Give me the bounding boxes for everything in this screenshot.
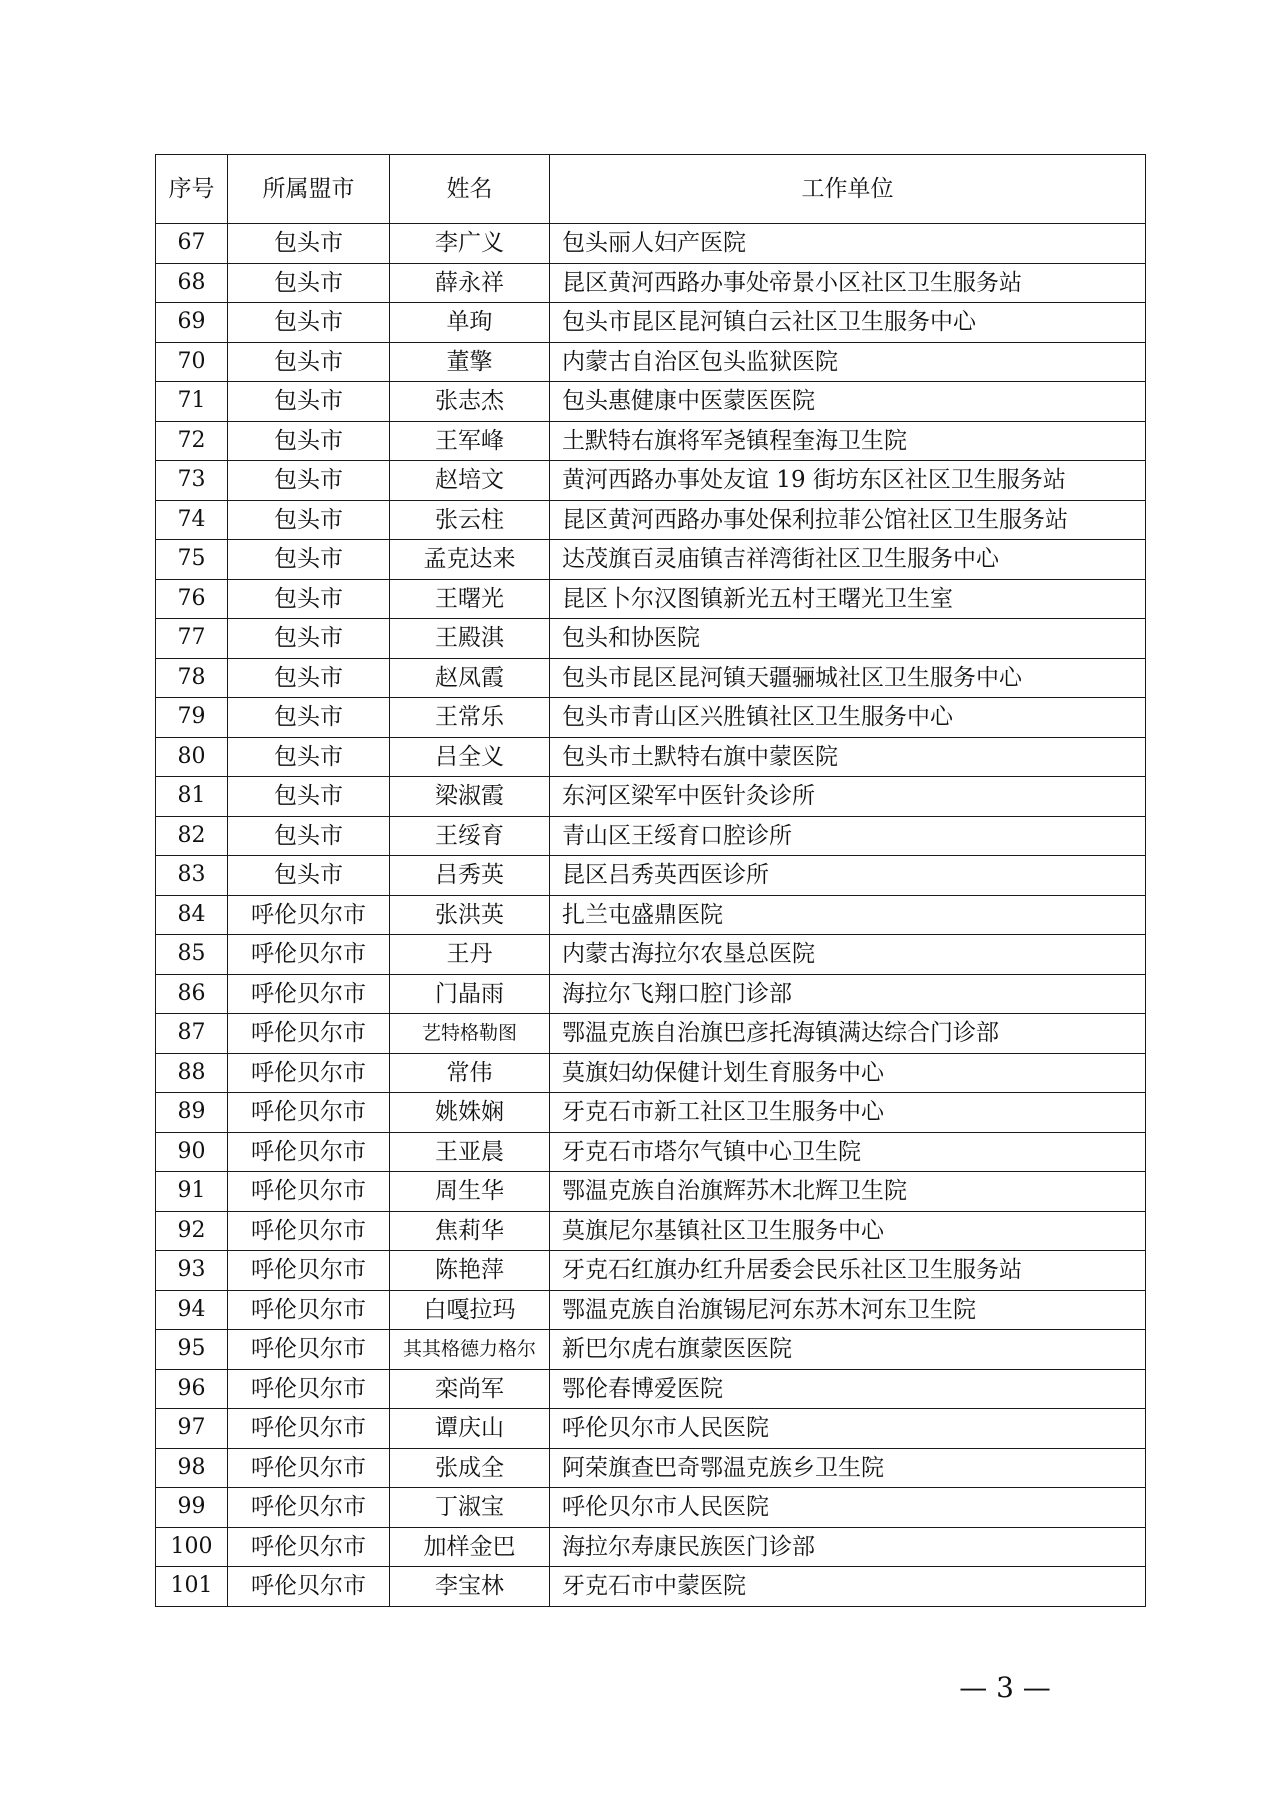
- row-name-cell: 栾尚军: [390, 1369, 550, 1409]
- table-row: [156, 382, 1146, 422]
- row-city-cell: 呼伦贝尔市: [228, 974, 390, 1014]
- row-seq-cell: 101: [156, 1567, 228, 1607]
- table-row: [156, 619, 1146, 659]
- row-name-cell: 门晶雨: [390, 974, 550, 1014]
- table-row: [156, 1369, 1146, 1409]
- row-unit-cell: 牙克石市中蒙医院: [550, 1567, 1146, 1607]
- table-row: [156, 1172, 1146, 1212]
- row-name-cell: 李宝林: [390, 1567, 550, 1607]
- row-city-cell: 呼伦贝尔市: [228, 1409, 390, 1449]
- row-seq-cell: 100: [156, 1527, 228, 1567]
- table-row: [156, 1488, 1146, 1528]
- row-unit-cell: 达茂旗百灵庙镇吉祥湾街社区卫生服务中心: [550, 540, 1146, 580]
- row-city-cell: 呼伦贝尔市: [228, 1014, 390, 1054]
- row-name-cell: 谭庆山: [390, 1409, 550, 1449]
- row-city-cell: 呼伦贝尔市: [228, 1330, 390, 1370]
- row-city-cell: 包头市: [228, 303, 390, 343]
- row-seq-cell: 84: [156, 895, 228, 935]
- row-name-cell: 艺特格勒图: [390, 1014, 550, 1054]
- header-name: 姓名: [390, 155, 550, 224]
- row-name-cell: 其其格德力格尔: [390, 1330, 550, 1370]
- row-name-cell: 丁淑宝: [390, 1488, 550, 1528]
- row-city-cell: 包头市: [228, 698, 390, 738]
- row-city-cell: 呼伦贝尔市: [228, 1211, 390, 1251]
- row-name-cell: 孟克达来: [390, 540, 550, 580]
- table-row: [156, 1132, 1146, 1172]
- row-city-cell: 包头市: [228, 421, 390, 461]
- table-row: [156, 421, 1146, 461]
- header-unit: 工作单位: [550, 155, 1146, 224]
- row-unit-cell: 昆区黄河西路办事处帝景小区社区卫生服务站: [550, 263, 1146, 303]
- row-name-cell: 张云柱: [390, 500, 550, 540]
- row-seq-cell: 92: [156, 1211, 228, 1251]
- row-unit-cell: 牙克石红旗办红升居委会民乐社区卫生服务站: [550, 1251, 1146, 1291]
- row-seq-cell: 99: [156, 1488, 228, 1528]
- table-row: [156, 895, 1146, 935]
- table-row: [156, 777, 1146, 817]
- row-name-cell: 姚姝娴: [390, 1093, 550, 1133]
- row-city-cell: 包头市: [228, 856, 390, 896]
- row-unit-cell: 牙克石市塔尔气镇中心卫生院: [550, 1132, 1146, 1172]
- row-city-cell: 呼伦贝尔市: [228, 1369, 390, 1409]
- row-seq-cell: 67: [156, 224, 228, 264]
- row-unit-cell: 黄河西路办事处友谊 19 街坊东区社区卫生服务站: [550, 461, 1146, 501]
- table-row: [156, 1014, 1146, 1054]
- row-unit-cell: 内蒙古自治区包头监狱医院: [550, 342, 1146, 382]
- row-seq-cell: 68: [156, 263, 228, 303]
- row-name-cell: 赵凤霞: [390, 658, 550, 698]
- row-seq-cell: 80: [156, 737, 228, 777]
- table-row: [156, 1567, 1146, 1607]
- row-city-cell: 呼伦贝尔市: [228, 935, 390, 975]
- row-seq-cell: 75: [156, 540, 228, 580]
- row-name-cell: 常伟: [390, 1053, 550, 1093]
- table-row: [156, 342, 1146, 382]
- header-city: 所属盟市: [228, 155, 390, 224]
- table-row: [156, 737, 1146, 777]
- row-name-cell: 王曙光: [390, 579, 550, 619]
- row-city-cell: 呼伦贝尔市: [228, 1251, 390, 1291]
- row-seq-cell: 81: [156, 777, 228, 817]
- row-seq-cell: 91: [156, 1172, 228, 1212]
- table-row: [156, 1448, 1146, 1488]
- row-unit-cell: 牙克石市新工社区卫生服务中心: [550, 1093, 1146, 1133]
- row-city-cell: 呼伦贝尔市: [228, 1488, 390, 1528]
- row-city-cell: 包头市: [228, 500, 390, 540]
- row-seq-cell: 87: [156, 1014, 228, 1054]
- row-city-cell: 包头市: [228, 737, 390, 777]
- row-seq-cell: 71: [156, 382, 228, 422]
- row-unit-cell: 昆区黄河西路办事处保利拉菲公馆社区卫生服务站: [550, 500, 1146, 540]
- row-name-cell: 赵培文: [390, 461, 550, 501]
- row-name-cell: 梁淑霞: [390, 777, 550, 817]
- row-unit-cell: 鄂伦春博爱医院: [550, 1369, 1146, 1409]
- row-city-cell: 包头市: [228, 816, 390, 856]
- row-name-cell: 白嘎拉玛: [390, 1290, 550, 1330]
- row-unit-cell: 包头市青山区兴胜镇社区卫生服务中心: [550, 698, 1146, 738]
- row-unit-cell: 呼伦贝尔市人民医院: [550, 1409, 1146, 1449]
- row-unit-cell: 昆区吕秀英西医诊所: [550, 856, 1146, 896]
- row-name-cell: 张志杰: [390, 382, 550, 422]
- row-city-cell: 包头市: [228, 342, 390, 382]
- row-seq-cell: 72: [156, 421, 228, 461]
- row-name-cell: 吕秀英: [390, 856, 550, 896]
- row-seq-cell: 83: [156, 856, 228, 896]
- row-seq-cell: 73: [156, 461, 228, 501]
- table-row: [156, 579, 1146, 619]
- table-row: [156, 935, 1146, 975]
- row-city-cell: 呼伦贝尔市: [228, 1527, 390, 1567]
- row-seq-cell: 70: [156, 342, 228, 382]
- row-unit-cell: 昆区卜尔汉图镇新光五村王曙光卫生室: [550, 579, 1146, 619]
- row-city-cell: 包头市: [228, 263, 390, 303]
- page-number: — 3 —: [959, 1671, 1051, 1704]
- row-city-cell: 呼伦贝尔市: [228, 1132, 390, 1172]
- row-unit-cell: 莫旗妇幼保健计划生育服务中心: [550, 1053, 1146, 1093]
- table-header-row: [156, 155, 1146, 224]
- row-unit-cell: 包头惠健康中医蒙医医院: [550, 382, 1146, 422]
- row-seq-cell: 94: [156, 1290, 228, 1330]
- header-seq: 序号: [156, 155, 228, 224]
- table-row: [156, 224, 1146, 264]
- table-row: [156, 303, 1146, 343]
- table-row: [156, 1409, 1146, 1449]
- row-seq-cell: 95: [156, 1330, 228, 1370]
- row-name-cell: 张洪英: [390, 895, 550, 935]
- row-city-cell: 包头市: [228, 224, 390, 264]
- row-name-cell: 吕全义: [390, 737, 550, 777]
- row-unit-cell: 东河区梁军中医针灸诊所: [550, 777, 1146, 817]
- table-row: [156, 1527, 1146, 1567]
- row-seq-cell: 69: [156, 303, 228, 343]
- row-name-cell: 王绥育: [390, 816, 550, 856]
- row-unit-cell: 包头市土默特右旗中蒙医院: [550, 737, 1146, 777]
- row-city-cell: 包头市: [228, 619, 390, 659]
- row-unit-cell: 包头丽人妇产医院: [550, 224, 1146, 264]
- row-name-cell: 王殿淇: [390, 619, 550, 659]
- row-name-cell: 王丹: [390, 935, 550, 975]
- row-name-cell: 陈艳萍: [390, 1251, 550, 1291]
- row-city-cell: 呼伦贝尔市: [228, 1290, 390, 1330]
- row-unit-cell: 土默特右旗将军尧镇程奎海卫生院: [550, 421, 1146, 461]
- row-city-cell: 呼伦贝尔市: [228, 1053, 390, 1093]
- row-seq-cell: 96: [156, 1369, 228, 1409]
- row-city-cell: 包头市: [228, 540, 390, 580]
- row-unit-cell: 呼伦贝尔市人民医院: [550, 1488, 1146, 1528]
- row-seq-cell: 93: [156, 1251, 228, 1291]
- personnel-table: [155, 154, 1146, 1607]
- row-seq-cell: 89: [156, 1093, 228, 1133]
- table-row: [156, 698, 1146, 738]
- row-name-cell: 张成全: [390, 1448, 550, 1488]
- row-seq-cell: 86: [156, 974, 228, 1014]
- row-city-cell: 呼伦贝尔市: [228, 1567, 390, 1607]
- row-city-cell: 呼伦贝尔市: [228, 1448, 390, 1488]
- row-seq-cell: 82: [156, 816, 228, 856]
- row-unit-cell: 青山区王绥育口腔诊所: [550, 816, 1146, 856]
- row-unit-cell: 新巴尔虎右旗蒙医医院: [550, 1330, 1146, 1370]
- row-unit-cell: 莫旗尼尔基镇社区卫生服务中心: [550, 1211, 1146, 1251]
- row-unit-cell: 包头市昆区昆河镇天疆骊城社区卫生服务中心: [550, 658, 1146, 698]
- row-city-cell: 呼伦贝尔市: [228, 1093, 390, 1133]
- row-unit-cell: 海拉尔飞翔口腔门诊部: [550, 974, 1146, 1014]
- table-row: [156, 461, 1146, 501]
- row-unit-cell: 内蒙古海拉尔农垦总医院: [550, 935, 1146, 975]
- row-unit-cell: 鄂温克族自治旗锡尼河东苏木河东卫生院: [550, 1290, 1146, 1330]
- row-seq-cell: 77: [156, 619, 228, 659]
- table-row: [156, 974, 1146, 1014]
- row-unit-cell: 包头和协医院: [550, 619, 1146, 659]
- row-city-cell: 包头市: [228, 579, 390, 619]
- row-seq-cell: 74: [156, 500, 228, 540]
- row-name-cell: 焦莉华: [390, 1211, 550, 1251]
- table-row: [156, 263, 1146, 303]
- row-unit-cell: 鄂温克族自治旗辉苏木北辉卫生院: [550, 1172, 1146, 1212]
- row-name-cell: 周生华: [390, 1172, 550, 1212]
- row-name-cell: 董擎: [390, 342, 550, 382]
- table-row: [156, 540, 1146, 580]
- table-row: [156, 1330, 1146, 1370]
- row-city-cell: 呼伦贝尔市: [228, 895, 390, 935]
- row-name-cell: 单珣: [390, 303, 550, 343]
- table-row: [156, 1251, 1146, 1291]
- table-row: [156, 1211, 1146, 1251]
- row-city-cell: 包头市: [228, 777, 390, 817]
- row-name-cell: 薛永祥: [390, 263, 550, 303]
- table-row: [156, 500, 1146, 540]
- row-city-cell: 包头市: [228, 461, 390, 501]
- row-seq-cell: 76: [156, 579, 228, 619]
- table-row: [156, 816, 1146, 856]
- row-seq-cell: 97: [156, 1409, 228, 1449]
- row-seq-cell: 79: [156, 698, 228, 738]
- row-city-cell: 呼伦贝尔市: [228, 1172, 390, 1212]
- table-row: [156, 1093, 1146, 1133]
- row-seq-cell: 88: [156, 1053, 228, 1093]
- table-row: [156, 1053, 1146, 1093]
- row-name-cell: 王常乐: [390, 698, 550, 738]
- row-unit-cell: 鄂温克族自治旗巴彦托海镇满达综合门诊部: [550, 1014, 1146, 1054]
- row-unit-cell: 阿荣旗查巴奇鄂温克族乡卫生院: [550, 1448, 1146, 1488]
- table-body: [156, 224, 1146, 1607]
- row-city-cell: 包头市: [228, 382, 390, 422]
- table-row: [156, 856, 1146, 896]
- row-name-cell: 加样金巴: [390, 1527, 550, 1567]
- row-unit-cell: 海拉尔寿康民族医门诊部: [550, 1527, 1146, 1567]
- row-name-cell: 王军峰: [390, 421, 550, 461]
- row-city-cell: 包头市: [228, 658, 390, 698]
- row-unit-cell: 扎兰屯盛鼎医院: [550, 895, 1146, 935]
- row-name-cell: 李广义: [390, 224, 550, 264]
- table-row: [156, 1290, 1146, 1330]
- row-seq-cell: 98: [156, 1448, 228, 1488]
- row-unit-cell: 包头市昆区昆河镇白云社区卫生服务中心: [550, 303, 1146, 343]
- row-seq-cell: 85: [156, 935, 228, 975]
- row-seq-cell: 90: [156, 1132, 228, 1172]
- row-seq-cell: 78: [156, 658, 228, 698]
- table-row: [156, 658, 1146, 698]
- row-name-cell: 王亚晨: [390, 1132, 550, 1172]
